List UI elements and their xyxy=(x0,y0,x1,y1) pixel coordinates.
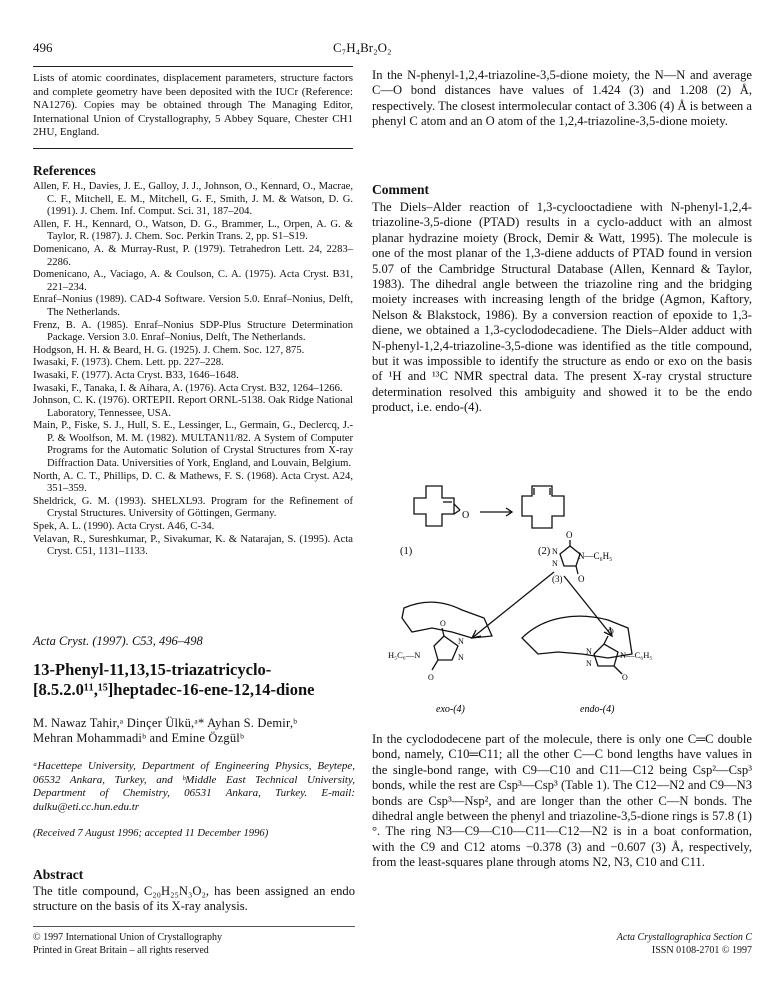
epoxide-bond xyxy=(454,504,460,510)
ptad-n-1: N xyxy=(552,547,558,556)
bottom-paragraph: In the cyclododecene part of the molecule, there is only one C═C double bond, namely, C10═C11; all the other C—C bond lengths have values in the single-bond range, with C9—C10 and C11—C12 being Csp²—Csp³ bonds, while the rest are Csp³—Csp³ (Table 1). The C12—N2 and C9—N3 bonds are Csp³—Nsp², and are longer than the other C—N bonds. The dihedral angle between the phenyl and triazoline-3,5-dione rings is 57.8 (1)°. The ring N3—C9—C10—C11—C12—N2 is in a boat conformation, with the C9 and C12 atoms −0.378 (3) and −0.607 (3) Å, respectively, from the least-squares plane through atoms N2, N3, C10 and C11. xyxy=(372,732,752,870)
copyright: © 1997 International Union of Crystallography xyxy=(33,932,222,943)
authors xyxy=(33,716,363,746)
reference-item: Iwasaki, F. (1973). Chem. Lett. pp. 227–228. xyxy=(33,357,224,369)
exo-co-top xyxy=(442,628,444,636)
exo-o-bottom: O xyxy=(428,673,434,682)
comment-heading: Comment xyxy=(372,182,429,197)
reference-item: Allen, F. H., Kennard, O., Watson, D. G., Brammer, L., Orpen, A. G. & Taylor, R. (1987). J. Chem. Soc. Perkin Trans. 2, pp. S1–S19. xyxy=(33,218,353,243)
reference-item: Frenz, B. A. (1985). Enraf–Nonius SDP-Plus Structure Determination Package. Version 3.0. Enraf–Nonius, Delft, The Netherlands. xyxy=(33,319,353,344)
reaction-scheme xyxy=(372,468,752,730)
top-rule xyxy=(33,66,353,67)
abstract-heading: Abstract xyxy=(33,867,84,882)
reference-item: Johnson, C. K. (1976). ORTEPII. Report ORNL-5138. Oak Ridge National Laboratory, Tennessee, USA. xyxy=(33,395,353,419)
article-title xyxy=(33,660,363,700)
reference-item: North, A. C. T., Phillips, D. C. & Mathews, F. S. (1968). Acta Cryst. A24, 351–359. xyxy=(33,470,353,495)
reference-item: Spek, A. L. (1990). Acta Cryst. A46, C-34. xyxy=(33,521,215,533)
references-list xyxy=(33,181,353,559)
endo-triazoline-ring xyxy=(594,644,618,666)
title-line-1: 13-Phenyl-11,13,15-triazatricyclo- xyxy=(33,660,272,679)
reference-item: Domenicano, A. & Murray-Rust, P. (1979). Tetrahedron Lett. 24, 2283–2286. xyxy=(33,243,353,268)
reference-item: Velavan, R., Sureshkumar, P., Sivakumar, K. & Natarajan, S. (1995). Acta Cryst. C51, 1131–1133. xyxy=(33,533,353,558)
compound-2-ring xyxy=(522,486,564,528)
ptad-phenyl: N—C₆H₅ xyxy=(578,551,613,561)
compound-1-ring xyxy=(414,486,454,526)
exo-o-top: O xyxy=(440,619,446,628)
endo-cyclododecene xyxy=(522,616,632,658)
reference-item: Enraf–Nonius (1989). CAD-4 Software. Version 5.0. Enraf–Nonius, Delft, The Netherlands. xyxy=(33,294,353,318)
printed-note: Printed in Great Britain – all rights reserved xyxy=(33,945,209,956)
reference-item: Main, P., Fiske, S. J., Hull, S. E., Lessinger, L., Germain, G., Declercq, J.-P. & Woolfson, M. M. (1982). MULTAN11/82. A System of Computer Programs for the Automatic Solution of Crystal Structures from X-ray Diffraction Data. Universities of York, England, and Louvain, Belgium. xyxy=(33,420,353,470)
ptad-o-top: O xyxy=(566,530,573,540)
references-heading: References xyxy=(33,163,96,178)
exo-n-1: N xyxy=(458,637,464,646)
journal-section: Acta Crystallographica Section C xyxy=(616,932,752,943)
endo-n-2: N xyxy=(586,659,592,668)
exo-phenyl: H₅C₆—N xyxy=(388,650,421,660)
footer-rule xyxy=(33,926,355,927)
endo-o-top: O xyxy=(608,627,614,636)
reference-item: Iwasaki, F. (1977). Acta Cryst. B33, 1646–1648. xyxy=(33,369,239,381)
endo-co-top xyxy=(604,636,608,644)
title-line-2: [8.5.2.0¹¹,¹⁵]heptadec-16-ene-12,14-dione xyxy=(33,680,315,699)
reference-item: Allen, F. H., Davies, J. E., Galloy, J. J., Johnson, O., Kennard, O., Macrae, C. F., Mitchell, E. M., Mitchell, G. F., Smith, J. M. & Watson, D. G. (1991). J. Chem. Inf. Comput. Sci. 31, 187–204. xyxy=(33,181,353,218)
endo-o-bottom: O xyxy=(622,673,628,682)
running-formula: C₇H₄Br₂O₂ xyxy=(333,40,392,55)
issn: ISSN 0108-2701 © 1997 xyxy=(651,945,752,956)
right-intro: In the N-phenyl-1,2,4-triazoline-3,5-dione moiety, the N—N and average C—O bond distances have values of 1.424 (3) and 1.208 (2) Å, respectively. The closest intermolecular contact of 3.306 (4) Å is between a phenyl C atom and an O atom of the 1,2,4-triazoline-3,5-dione moiety. xyxy=(372,68,752,129)
arrow-to-exo xyxy=(472,572,554,638)
affiliation: ᵃHacettepe University, Department of Engineering Physics, Beytepe, 06532 Ankara, Turkey, and ᵇMiddle East Technical University, Department of Chemistry, 06531 Ankara, Turkey. E-mail: dulku@eti.cc.hun.edu.tr xyxy=(33,760,355,813)
page-number: 496 xyxy=(33,40,53,55)
deposition-note: Lists of atomic coordinates, displacement parameters, structure factors and complete geometry have been deposited with the IUCr (Reference: NA1276). Copies may be obtained through The Managing Editor, International Union of Crystallography, 5 Abbey Square, Chester CH1 2HU, England. xyxy=(33,72,353,139)
endo-phenyl: N—C₆H₅ xyxy=(620,650,653,660)
ptad-o-bottom: O xyxy=(578,574,585,584)
exo-triazoline-ring xyxy=(434,636,458,660)
label-3: (3) xyxy=(552,574,563,584)
ptad-ring xyxy=(560,546,580,566)
deposition-rule xyxy=(33,148,353,149)
exo-n-2: N xyxy=(458,653,464,662)
authors-line-2: Mehran Mohammadiᵇ and Emine Özgülᵇ xyxy=(33,731,245,745)
comment-text: The Diels–Alder reaction of 1,3-cyclooctadiene with N-phenyl-1,2,4-triazoline-3,5-dione (PTAD) results in a cyclo-adduct with an almost planar hydrazine moiety (Brock, Demir & Watt, 1995). The molecule is one of the most planar of the 1,3-diene adducts of PTAD found in version 5.07 of the Cambridge Structural Database (Allen, Kennard & Taylor, 1983). The dihedral angle between the triazoline ring and the bridging moiety increases with increasing length of the bridge (Agmon, Kaftory, Nelson & Blakstock, 1986). By a conversion reaction of epoxide to 1,3-diene, we obtained a 1,3-cyclododecadiene. The Diels–Alder adduct with N-phenyl-1,2,4-triazoline-3,5-dione was identified as the title compound, but it was impossible to identify the structure as endo or exo on the basis of ¹H and ¹³C NMR spectral data. The present X-ray crystal structure determination resolved this ambiguity and showed it to be the endo product, i.e. endo-(4). xyxy=(372,200,752,415)
exo-co-bottom xyxy=(432,660,438,670)
abstract-text: The title compound, C₂₀H₂₅N₃O₂, has been assigned an endo structure on the basis of its X-ray analysis. xyxy=(33,884,355,914)
ptad-n-2: N xyxy=(552,559,558,568)
journal-line: Acta Cryst. (1997). C53, 496–498 xyxy=(33,634,203,648)
label-1: (1) xyxy=(400,546,413,557)
reference-item: Sheldrick, G. M. (1993). SHELXL93. Program for the Refinement of Crystal Structures. University of Göttingen, Germany. xyxy=(33,495,353,520)
endo-n-1: N xyxy=(586,647,592,656)
epoxide-o: O xyxy=(462,510,470,521)
received-dates: (Received 7 August 1996; accepted 11 December 1996) xyxy=(33,828,269,839)
label-endo: endo-(4) xyxy=(580,704,615,715)
authors-line-1: M. Nawaz Tahir,ᵃ Dinçer Ülkü,ᵃ* Ayhan S. Demir,ᵇ xyxy=(33,716,298,730)
arrow-to-endo xyxy=(564,576,612,636)
label-2: (2) xyxy=(538,546,551,557)
ptad-co-bottom xyxy=(576,566,578,574)
reference-item: Iwasaki, F., Tanaka, I. & Aihara, A. (1976). Acta Cryst. B32, 1264–1266. xyxy=(33,382,343,394)
endo-co-bottom xyxy=(614,666,622,674)
label-exo: exo-(4) xyxy=(436,704,465,715)
reference-item: Domenicano, A., Vaciago, A. & Coulson, C. A. (1975). Acta Cryst. B31, 221–234. xyxy=(33,269,353,293)
epoxide-bond-2 xyxy=(454,510,460,514)
reference-item: Hodgson, H. H. & Beard, H. G. (1925). J. Chem. Soc. 127, 875. xyxy=(33,344,305,356)
